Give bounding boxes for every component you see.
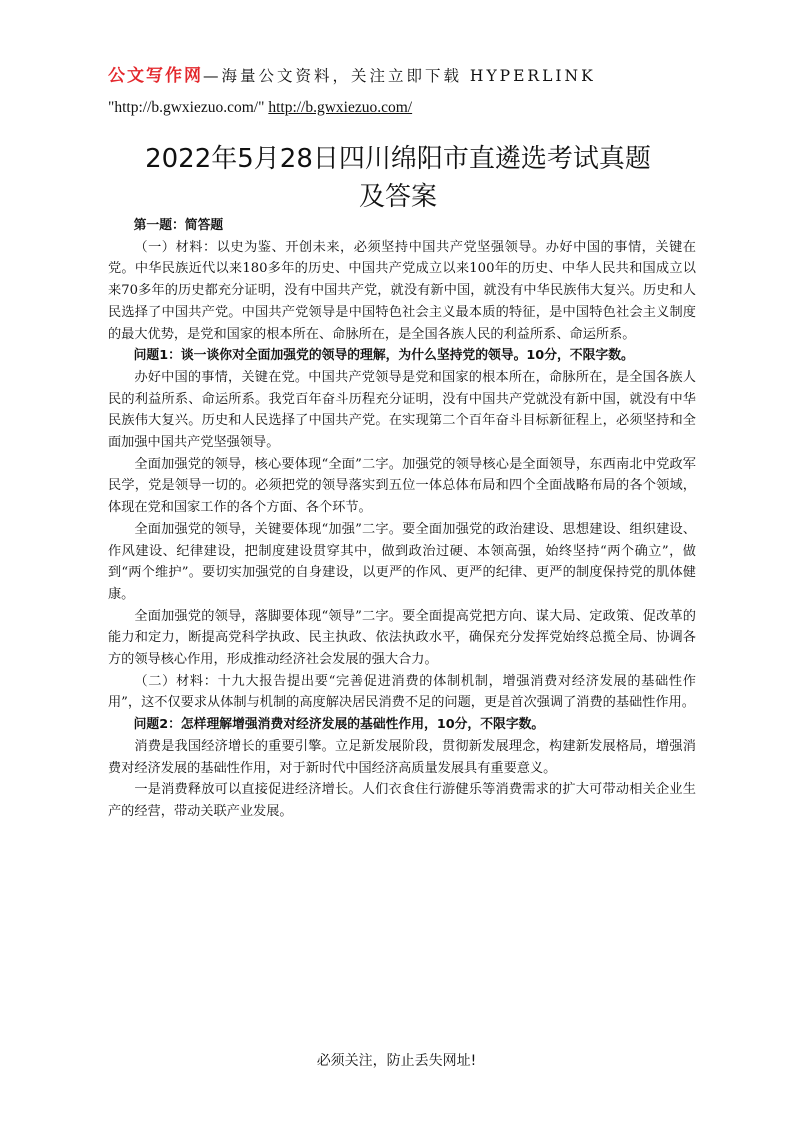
- answer-paragraph: 一是消费释放可以直接促进经济增长。人们衣食住行游健乐等消费需求的扩大可带动相关企业生产的经营，带动关联产业发展。: [108, 782, 696, 819]
- answer-paragraph: 全面加强党的领导，核心要体现“全面”二字。加强党的领导核心是全面领导，东西南北中党政军民学，党是领导一切的。必须把党的领导落实到五位一体总体布局和四个全面战略布局的各个领域，体现在党和国家工作的各个方面、各个环节。: [108, 456, 696, 516]
- material-paragraph-1: （一）材料：以史为鉴、开创未来，必须坚持中国共产党坚强领导。办好中国的事情，关键在党。中华民族近代以来180多年的历史、中国共产党成立以来100年的历史、中华人民共和国成立以来70多年的历史都充分证明，没有中国共产党，就没有新中国，就没有中华民族伟大复兴。历史和人民选择了中国共产党。中国共产党领导是中国特色社会主义最本质的特征，是中国特色社会主义制度的最大优势，是党和国家的根本所在、命脉所在，是全国各族人民的利益所系、命运所系。: [108, 239, 696, 342]
- title-line-1: 2022年5月28日四川绵阳市直遴选考试真题: [145, 144, 651, 174]
- document-body: [108, 215, 696, 823]
- header-tagline: —海量公文资料，关注立即下载 HYPERLINK: [203, 67, 596, 85]
- header-url-quoted: "http://b.gwxiezuo.com/": [108, 99, 265, 116]
- page-footer: 必须关注，防止丢失网址!: [316, 1053, 477, 1069]
- title-line-2: 及答案: [358, 182, 437, 212]
- answer-paragraph: 全面加强党的领导，关键要体现“加强”二字。要全面加强党的政治建设、思想建设、组织建设、作风建设、纪律建设，把制度建设贯穿其中，做到政治过硬、本领高强，始终坚持“两个确立”，做到“两个维护”。要切实加强党的自身建设，以更严的作风、更严的纪律、更严的制度保持党的肌体健康。: [108, 521, 696, 602]
- answer-paragraph: 消费是我国经济增长的重要引擎。立足新发展阶段，贯彻新发展理念，构建新发展格局，增强消费对经济发展的基础性作用，对于新时代中国经济高质量发展具有重要意义。: [108, 738, 696, 776]
- document-title: [108, 140, 688, 216]
- header-url-link[interactable]: http://b.gwxiezuo.com/: [268, 99, 413, 116]
- question-2: 问题2：怎样理解增强消费对经济发展的基础性作用，10分，不限字数。: [133, 717, 545, 733]
- page-header: [108, 60, 698, 124]
- answer-paragraph: 全面加强党的领导，落脚要体现“领导”二字。要全面提高党把方向、谋大局、定政策、促改革的能力和定力，断提高党科学执政、民主执政、依法执政水平，确保充分发挥党始终总揽全局、协调各方的领导核心作用，形成推动经济社会发展的强大合力。: [108, 608, 696, 668]
- answer-paragraph: 办好中国的事情，关键在党。中国共产党领导是党和国家的根本所在，命脉所在，是全国各族人民的利益所系、命运所系。我党百年奋斗历程充分证明，没有中国共产党就没有新中国，就没有中华民族伟大复兴。历史和人民选择了中国共产党。在实现第二个百年奋斗目标新征程上，必须坚持和全面加强中国共产党坚强领导。: [108, 369, 696, 451]
- brand-logo[interactable]: 公文写作网: [108, 66, 203, 86]
- question-1: 问题1：谈一谈你对全面加强党的领导的理解，为什么坚持党的领导。10分，不限字数。: [133, 348, 634, 364]
- section-heading: 第一题：简答题: [133, 218, 224, 233]
- material-paragraph-2: （二）材料：十九大报告提出要“完善促进消费的体制机制，增强消费对经济发展的基础性作用”，这不仅要求从体制与机制的高度解决居民消费不足的问题，更是首次强调了消费的基础性作用。: [108, 673, 696, 711]
